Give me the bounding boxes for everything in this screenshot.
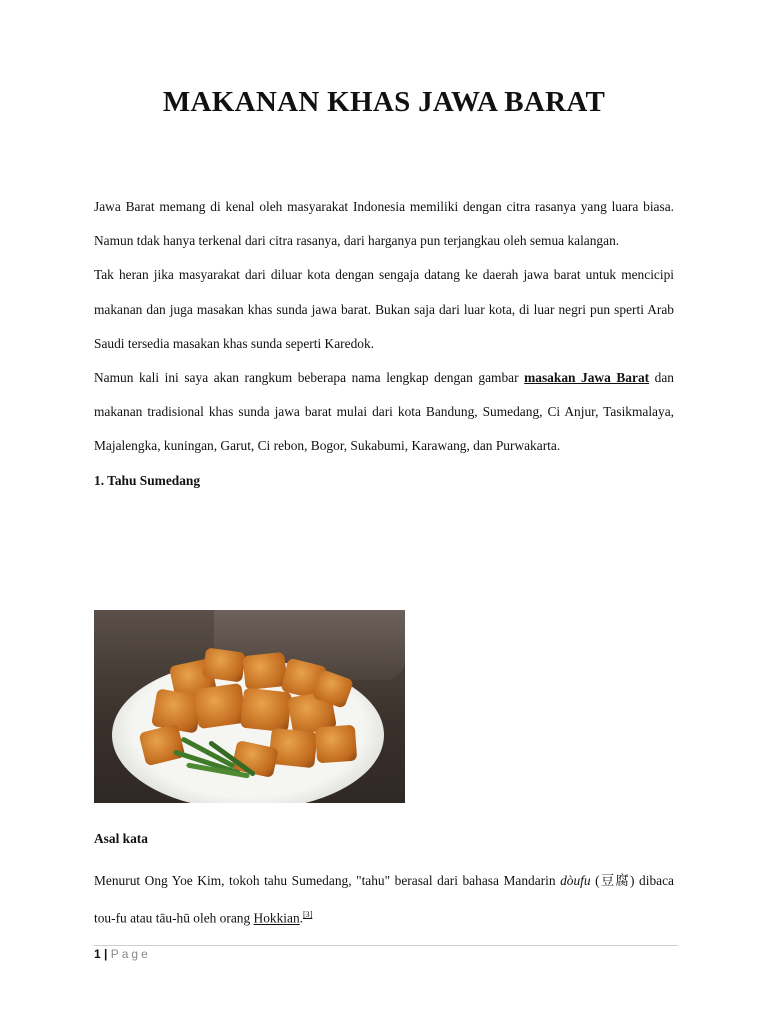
asal-kata-heading: Asal kata bbox=[94, 831, 148, 846]
origin-paragraph bbox=[94, 864, 674, 936]
pinyin-text: dòufu bbox=[560, 873, 591, 889]
paragraph-2: Tak heran jika masyarakat dari diluar kota dengan sengaja datang ke daerah jawa barat untuk mencicipi makanan dan juga masakan khas sunda jawa barat. Bukan saja dari luar kota, di luar negri pun sperti Arab Saudi tersedia masakan khas sunda seperti Karedok. bbox=[94, 267, 674, 351]
page-label: Page bbox=[110, 947, 151, 961]
hanzi-text: (豆腐) bbox=[595, 873, 635, 889]
origin-text-c: . bbox=[299, 910, 304, 926]
page-footer bbox=[94, 947, 151, 961]
origin-section bbox=[94, 822, 674, 936]
paragraph-3-text-b: dan makanan tradisional khas sunda jawa barat mulai dari kota Bandung, Sumedang, Ci Anjur, Tasikmalaya, Majalengka, kuningan, Garut, Ci rebon, Bogor, Sukabumi, Karawang, dan Purwakarta. bbox=[94, 370, 674, 454]
footer-separator: | bbox=[104, 947, 108, 961]
hokkian-link[interactable]: Hokkian bbox=[253, 910, 300, 926]
masakan-jawa-barat-link[interactable]: masakan Jawa Barat bbox=[524, 370, 650, 386]
paragraph-1: Jawa Barat memang di kenal oleh masyarakat Indonesia memiliki dengan citra rasanya yang luara biasa. Namun tdak hanya terkenal dari citra rasanya, dari harganya pun terjangkau oleh semua kalangan. bbox=[94, 199, 674, 249]
document-title: MAKANAN KHAS JAWA BARAT bbox=[162, 86, 606, 118]
page-number: 1 bbox=[94, 947, 101, 961]
reference-3-link[interactable]: [3] bbox=[303, 910, 313, 920]
origin-text-a: Menurut Ong Yoe Kim, tokoh tahu Sumedang, "tahu" berasal dari bahasa Mandarin bbox=[94, 873, 561, 889]
footer-divider bbox=[94, 945, 678, 946]
section-heading: 1. Tahu Sumedang bbox=[94, 472, 201, 488]
origin-text-b: dibaca tou-fu atau tāu-hū oleh orang bbox=[94, 873, 674, 926]
paragraph-3-text-a: Namun kali ini saya akan rangkum beberapa nama lengkap dengan gambar bbox=[94, 370, 525, 386]
intro-text bbox=[94, 190, 674, 498]
paragraph-3 bbox=[94, 361, 674, 464]
tahu-sumedang-photo bbox=[94, 610, 405, 803]
